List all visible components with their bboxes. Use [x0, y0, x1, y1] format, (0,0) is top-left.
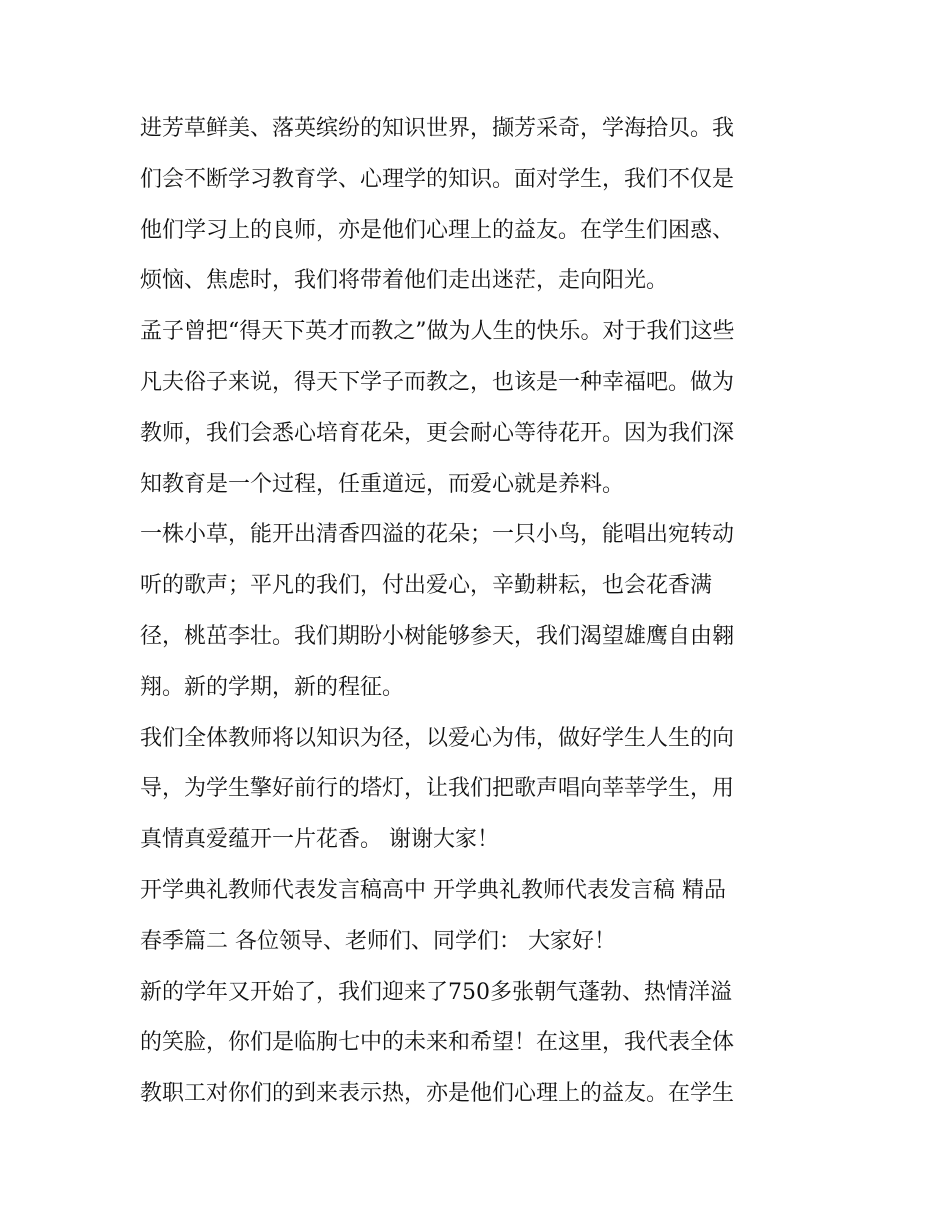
text-line: 开学典礼教师代表发言稿高中 开学典礼教师代表发言稿 精品: [140, 877, 726, 903]
body-text: [140, 104, 820, 1120]
text-line: 知教育是一个过程，任重道远，而爱心就是养料。: [140, 471, 625, 497]
text-line: 春季篇二 各位领导、老师们、同学们： 大家好！: [140, 928, 616, 954]
text-line: 烦恼、焦虑时，我们将带着他们走出迷茫，走向阳光。: [140, 268, 669, 294]
text-line: 导，为学生擎好前行的塔灯，让我们把歌声唱向莘莘学生，用: [140, 776, 735, 802]
text-line: 孟子曾把“得天下英才而教之”做为人生的快乐。对于我们这些: [140, 319, 735, 345]
text-line: 听的歌声；平凡的我们，付出爱心，辛勤耕耘，也会花香满: [140, 573, 713, 599]
text-line: 们会不断学习教育学、心理学的知识。面对学生，我们不仅是: [140, 166, 735, 192]
text-line: 我们全体教师将以知识为径，以爱心为伟，做好学生人生的向: [140, 725, 735, 751]
text-line: 翔。新的学期，新的程征。: [140, 674, 405, 700]
text-line: 教师，我们会悉心培育花朵，更会耐心等待花开。因为我们深: [140, 420, 735, 446]
text-line: 教职工对你们的到来表示热，亦是他们心理上的益友。在学生: [140, 1081, 735, 1107]
text-line: 径，桃茁李壮。我们期盼小树能够参天，我们渴望雄鹰自由翱: [140, 623, 735, 649]
text-line: 进芳草鲜美、落英缤纷的知识世界，撷芳采奇，学海拾贝。我: [140, 116, 735, 141]
text-line: 真情真爱蕴开一片花香。 谢谢大家！: [140, 827, 499, 853]
text-line: 他们学习上的良师，亦是他们心理上的益友。在学生们困惑、: [140, 217, 735, 243]
text-line: 一株小草，能开出清香四溢的花朵；一只小鸟，能唱出宛转动: [140, 522, 735, 548]
text-line: 凡夫俗子来说，得天下学子而教之，也该是一种幸福吧。做为: [140, 369, 735, 395]
text-line: 新的学年又开始了，我们迎来了750多张朝气蓬勃、热情洋溢: [140, 979, 732, 1005]
text-line: 的笑脸，你们是临朐七中的未来和希望！在这里，我代表全体: [140, 1030, 735, 1056]
